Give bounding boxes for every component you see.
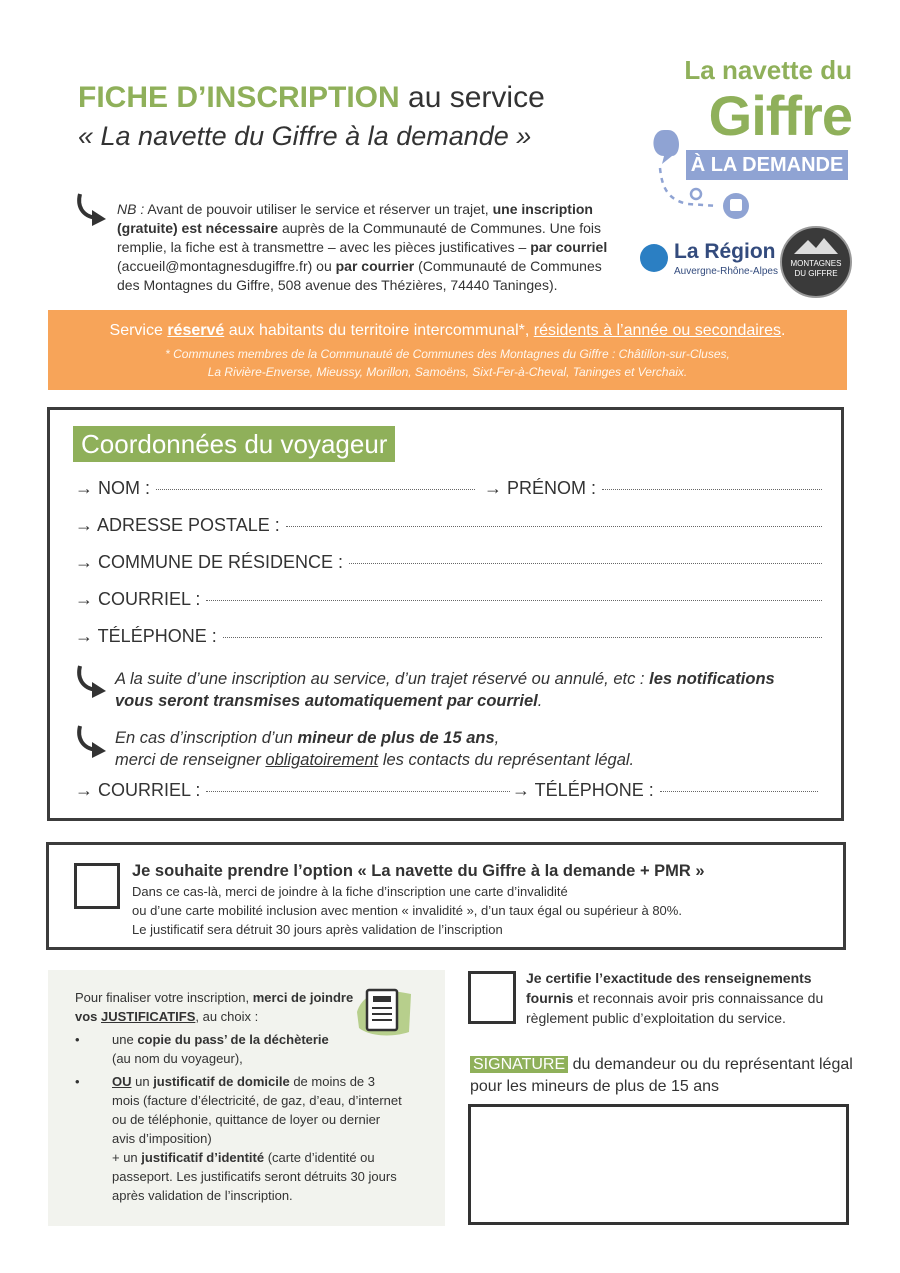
- mountain-icon: [794, 236, 838, 254]
- list-item: OU un justificatif de domicile de moins de 3 mois (facture d’électricité, de gaz, d’eau, d’internet ou de téléphonie, quittance de loyer ou dernier avis d’imposition) + un justificatif d’identité (carte d’identité ou passeport. Les justificatifs seront détruits 30 jours après validation de l’inscription.: [112, 1074, 402, 1203]
- courriel-field[interactable]: → COURRIEL :: [75, 589, 822, 610]
- rep-telephone-field[interactable]: → TÉLÉPHONE :: [512, 780, 818, 801]
- title-bold: FICHE D’INSCRIPTION: [78, 81, 400, 114]
- route-icon: [648, 128, 758, 224]
- certify-checkbox[interactable]: [468, 971, 516, 1024]
- telephone-field[interactable]: → TÉLÉPHONE :: [75, 626, 822, 647]
- logo-band: À LA DEMANDE: [686, 150, 848, 180]
- certify-text: Je certifie l’exactitude des renseignements fournis et reconnais avoir pris connaissance du règlement public d’exploitation du service.: [526, 970, 824, 1026]
- bullet: •: [75, 1032, 80, 1047]
- montagnes-logo: MONTAGNES DU GIFFRE: [780, 226, 852, 298]
- region-mark-icon: [640, 244, 668, 272]
- section-heading: Coordonnées du voyageur: [73, 426, 395, 462]
- document-icon: [355, 982, 413, 1042]
- curved-arrow-icon: [74, 192, 110, 228]
- minor-note: En cas d’inscription d’un mineur de plus de 15 ans, merci de renseigner obligatoirement les contacts du représentant légal.: [115, 729, 635, 769]
- notification-note: A la suite d’une inscription au service, d’un trajet réservé ou annulé, etc : les notifications vous seront transmises automatiquement par courriel.: [115, 670, 775, 710]
- adresse-field[interactable]: → ADRESSE POSTALE :: [75, 515, 822, 536]
- signature-box[interactable]: [468, 1104, 849, 1225]
- logo-giffre: Giffre: [708, 84, 852, 147]
- pmr-text: Je souhaite prendre l’option « La navette du Giffre à la demande + PMR » Dans ce cas-là, merci de joindre à la fiche d’inscription une carte d’invalidité ou d’une carte mobilité inclusion avec mention « invalidité », d’un taux égal ou supérieur à 80%. Le justificatif sera détruit 30 jours après validation de l’inscription: [132, 862, 705, 937]
- prenom-field[interactable]: → PRÉNOM :: [484, 478, 822, 499]
- pmr-checkbox[interactable]: [74, 863, 120, 909]
- nb-notice: NB : Avant de pouvoir utiliser le service et réserver un trajet, une inscription (gratuite) est nécessaire auprès de la Communauté de Communes. Une fois remplie, la fiche est à transmettre – avec les pièces justificatives – par courriel (accueil@montagnesdugiffre.fr) ou par courrier (Communauté de Communes des Montagnes du Giffre, 508 avenue des Thézières, 74440 Taninges).: [117, 201, 608, 293]
- list-item: une copie du pass’ de la déchèterie (au nom du voyageur),: [112, 1032, 329, 1066]
- signature-label: SIGNATURE du demandeur ou du représentant légal pour les mineurs de plus de 15 ans: [470, 1056, 853, 1095]
- subtitle: « La navette du Giffre à la demande »: [78, 121, 532, 151]
- page-title: [78, 80, 638, 154]
- commune-field[interactable]: → COMMUNE DE RÉSIDENCE :: [75, 552, 822, 573]
- documents-intro: Pour finaliser votre inscription, merci de joindre vos JUSTIFICATIFS, au choix :: [75, 990, 354, 1024]
- eligibility-banner: Service réservé aux habitants du territoire intercommunal*, résidents à l’année ou secondaires. * Communes membres de la Communauté de Communes des Montagnes du Giffre : Châtillon-sur-Cluses, La Rivière-Enverse, Mieussy, Morillon, Samoëns, Sixt-Fer-à-Cheval, Taninges et Verchaix.: [48, 310, 847, 390]
- curved-arrow-icon: [74, 724, 110, 760]
- title-rest: au service: [399, 81, 545, 114]
- bullet: •: [75, 1074, 80, 1089]
- nom-field[interactable]: → NOM :: [75, 478, 475, 499]
- logo-tagline: La navette du: [684, 55, 852, 85]
- rep-courriel-field[interactable]: → COURRIEL :: [75, 780, 510, 801]
- curved-arrow-icon: [74, 664, 110, 700]
